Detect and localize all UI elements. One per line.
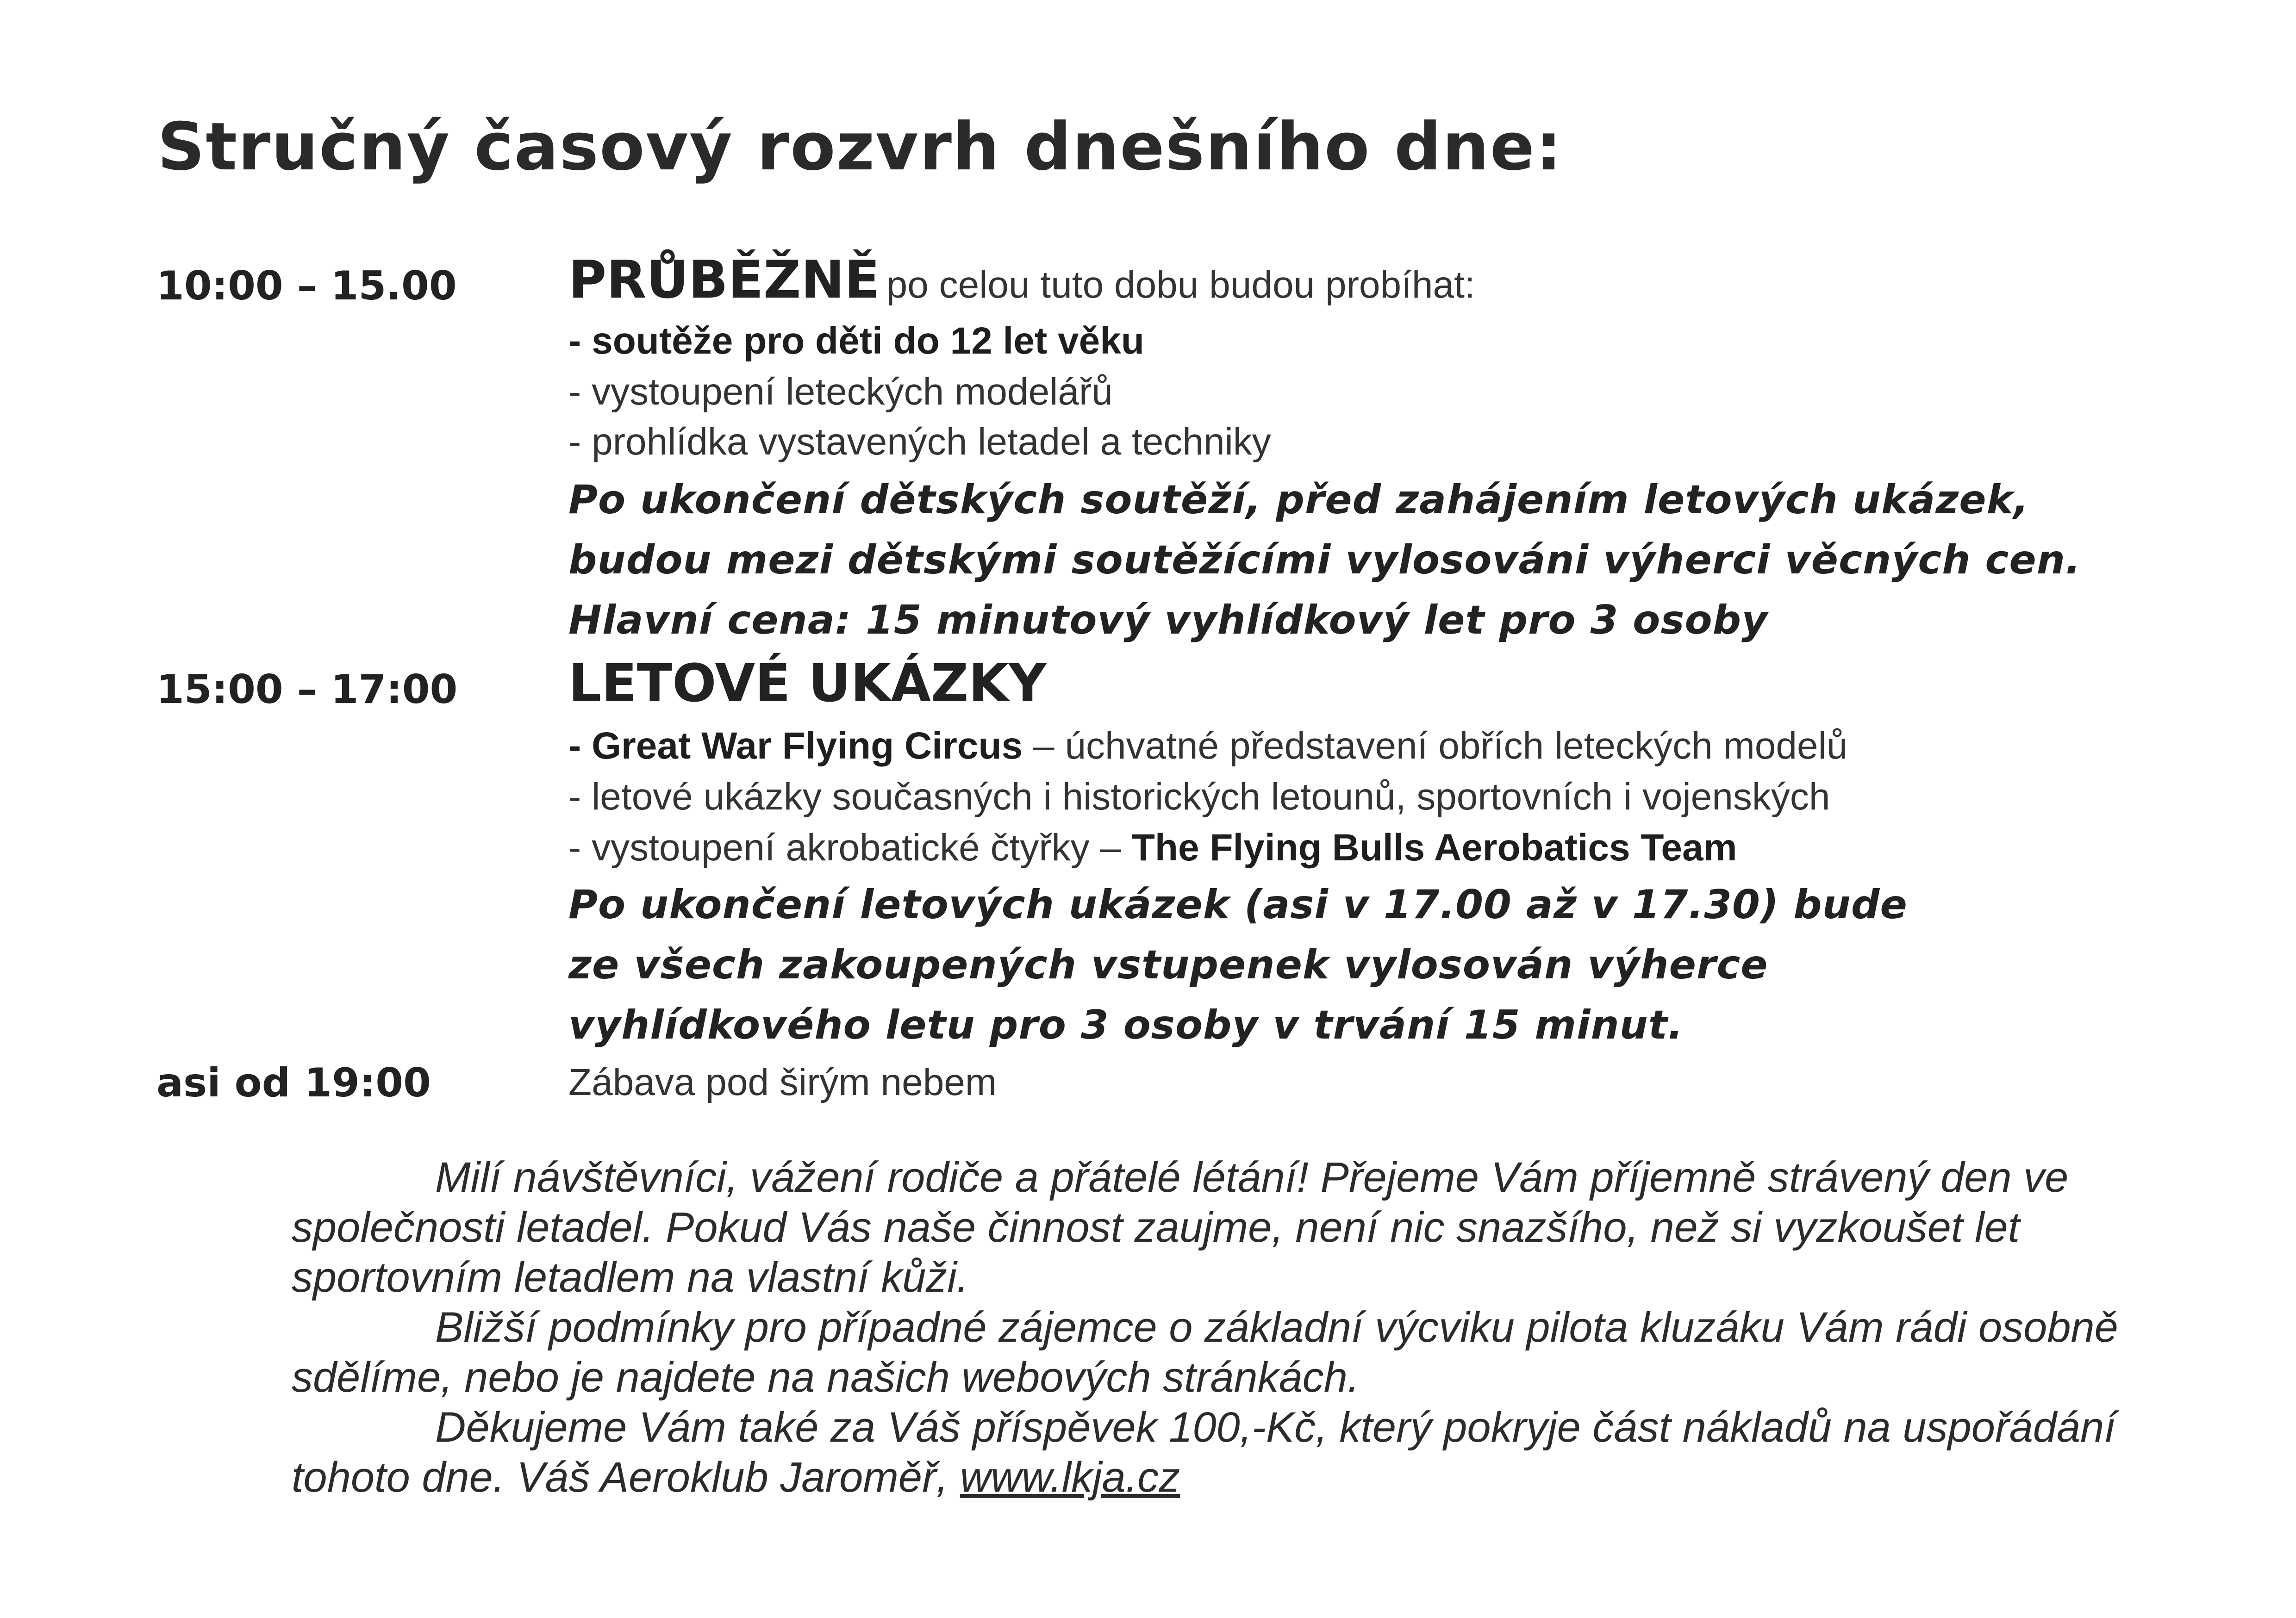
schedule-item-bold: - soutěže pro děti do 12 let věku [568,320,1144,362]
schedule-item-bold: - Great War Flying Circus [568,725,1023,767]
page-title: Stručný časový rozvrh dnešního dne: [157,109,1563,185]
heading-text: PRŮBĚŽNĚ [568,250,880,310]
schedule-item: - prohlídka vystavených letadel a techniky [568,421,1271,463]
section-heading-2: LETOVÉ UKÁZKY [568,653,1047,714]
note-line: Po ukončení dětských soutěží, před zahájením letových ukázek, [568,477,2029,523]
schedule-item [568,319,1144,363]
note-line: vyhlídkového letu pro 3 osoby v trvání 15 minut. [568,1002,1684,1048]
time-slot-1: 10:00 – 15.00 [156,263,457,309]
schedule-item [568,826,1737,870]
closing-paragraph-text: Děkujeme Vám také za Váš příspěvek 100,-Kč, který pokryje část nákladů na uspořádání tohoto dne. Váš Aeroklub Jaroměř, [292,1404,2116,1501]
schedule-item: Zábava pod širým nebem [568,1061,997,1103]
time-slot-3: asi od 19:00 [156,1060,431,1106]
closing-paragraph [292,1402,2227,1502]
schedule-item-bold: The Flying Bulls Aerobatics Team [1131,827,1737,869]
closing-paragraph: Bližší podmínky pro případné zájemce o základní výcviku pilota kluzáku Vám rádi osobně sdělíme, nebo je najdete na našich webových stránkách. [292,1304,2118,1401]
note-line: Po ukončení letových ukázek (asi v 17.00 až v 17.30) bude [568,882,1908,928]
note-line: Hlavní cena: 15 minutový vyhlídkový let pro 3 osoby [568,597,1768,643]
schedule-item [568,724,1847,768]
schedule-item-text: – úchvatné představení obřích leteckých modelů [1023,725,1848,767]
schedule-item-text: - vystoupení akrobatické čtyřky – [568,827,1132,869]
closing-text [292,1152,2227,1502]
schedule-item: - letové ukázky současných i historických letounů, sportovních i vojenských [568,776,1830,818]
closing-paragraph: Milí návštěvníci, vážení rodiče a přátelé létání! Přejeme Vám příjemně strávený den ve společnosti letadel. Pokud Vás naše činnost zaujme, není nic snazšího, než si vyzkoušet let sportovním letadlem na vlastní kůži. [292,1154,2069,1301]
website-link[interactable]: www.lkja.cz [960,1454,1180,1501]
note-line: budou mezi dětskými soutěžícími vylosováni výherci věcných cen. [568,537,2081,583]
schedule-item: - vystoupení leteckých modelářů [568,371,1113,413]
section-heading-1 [568,250,1475,310]
note-line: ze všech zakoupených vstupenek vylosován výherce [568,942,1768,988]
heading-continuation: po celou tuto dobu budou probíhat: [886,264,1475,306]
time-slot-2: 15:00 – 17:00 [156,666,458,713]
